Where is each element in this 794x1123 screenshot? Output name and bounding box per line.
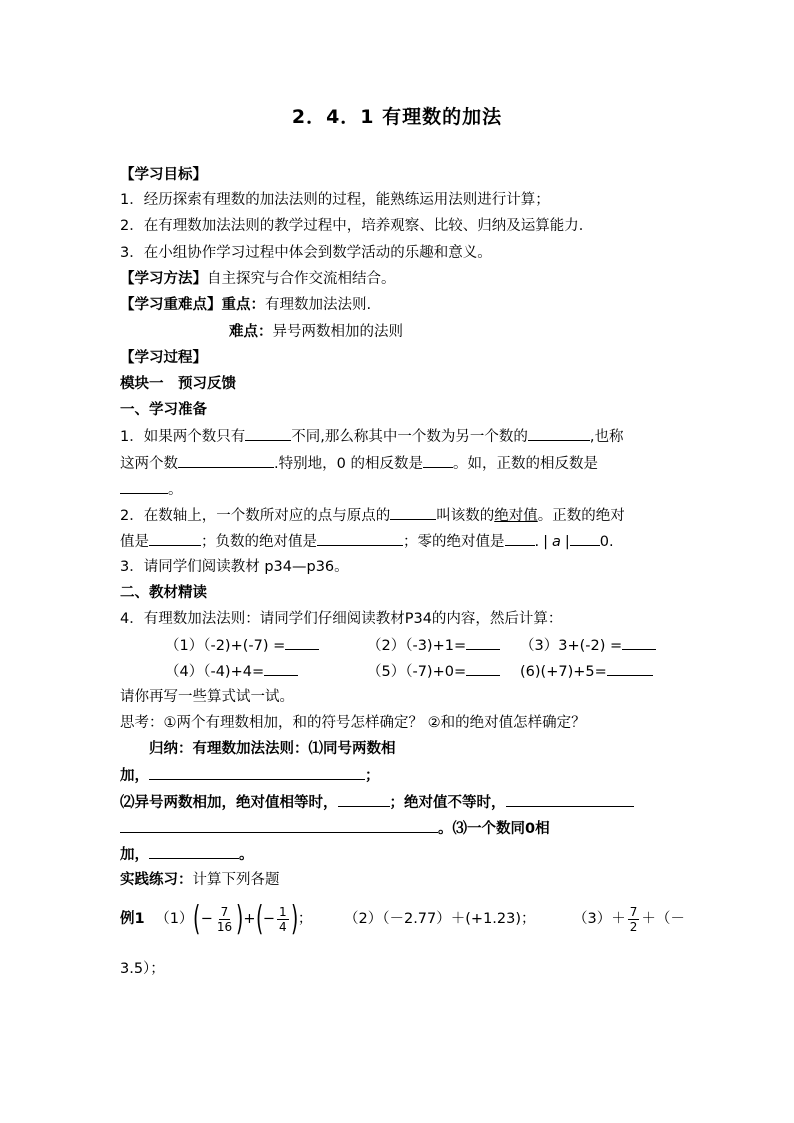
blank-field[interactable] (423, 452, 453, 468)
fraction-1-4 (277, 905, 289, 934)
try-line: 请你再写一些算式试一试。 (120, 689, 294, 705)
fraction-7-16 (215, 905, 234, 934)
summary-text-h: 。 (239, 847, 254, 863)
blank-field[interactable] (622, 634, 656, 650)
blank-field[interactable] (528, 425, 590, 441)
numerator: 7 (629, 904, 638, 919)
blank-field[interactable] (607, 660, 653, 676)
blank-field[interactable] (120, 478, 168, 494)
difficult-point-line (229, 321, 403, 343)
question-4: 4．有理数加法法则：请同学们仔细阅读教材P34的内容，然后计算： (120, 611, 563, 627)
key-point-line (120, 294, 371, 316)
think-line: 思考：①两个有理数相加，和的符号怎样确定？ ②和的绝对值怎样确定？ (120, 715, 586, 731)
part-1-index: （1） (155, 911, 194, 927)
q1-text-g: 。 (168, 482, 183, 498)
minus-sign: − (200, 911, 213, 927)
example-1-part-1 (120, 899, 312, 939)
calc-item-4 (165, 660, 298, 683)
variable-a: a (552, 534, 561, 550)
plus-sign: + (243, 911, 256, 927)
minus-sign: − (262, 911, 275, 927)
example-label: 例1 (120, 911, 145, 927)
abs-bar-right: | (564, 534, 570, 550)
blank-field[interactable] (149, 764, 365, 780)
objective-item-2: 2．在有理数加法法则的教学过程中，培养观察、比较、归纳及运算能力． (120, 218, 594, 234)
right-paren: ) (236, 899, 244, 939)
difficult-text: 异号两数相加的法则 (272, 324, 403, 340)
part-3-tail: ＋（－ (641, 911, 685, 927)
calc-item-6 (520, 660, 653, 683)
q2-text-l: 0. (599, 534, 614, 550)
practice-text: 计算下列各题 (192, 872, 280, 888)
calc-text: (6)(+7)+5= (520, 664, 607, 680)
q2-text-h: . (534, 534, 540, 550)
left-paren: ( (255, 899, 263, 939)
right-paren: ) (290, 899, 298, 939)
summary-line-5 (120, 843, 254, 866)
calc-item-5 (367, 660, 500, 683)
blank-field[interactable] (264, 660, 298, 676)
q1-text-d: 这两个数 (120, 456, 178, 472)
question-1-line-3 (120, 478, 183, 501)
practice-line (120, 869, 280, 891)
left-paren: ( (193, 899, 201, 939)
summary-text-e: ；绝对值不等时， (389, 795, 506, 811)
numerator: 7 (220, 904, 229, 919)
calc-text: （2）（-3)+1= (367, 638, 467, 654)
calc-item-3 (520, 634, 656, 657)
absolute-value-term: 绝对值 (494, 508, 538, 524)
calc-text: （3）3+(-2) = (520, 638, 623, 654)
blank-field[interactable] (570, 530, 600, 546)
numerator: 1 (278, 904, 287, 919)
blank-field[interactable] (245, 425, 291, 441)
section1-title: 一、学习准备 (120, 402, 207, 418)
q2-text-b: 叫该数的 (436, 508, 495, 524)
question-1-line-2 (120, 452, 598, 475)
q2-text-e: 值是 (120, 534, 149, 550)
blank-field[interactable] (285, 634, 319, 650)
denominator: 4 (278, 919, 287, 934)
q1-text-c: ,也称 (589, 429, 624, 445)
calc-text: （5）（-7)+0= (367, 664, 467, 680)
process-header: 【学习过程】 (120, 350, 207, 366)
semicolon: ； (297, 911, 313, 927)
key-label: 重点： (221, 297, 265, 313)
example-1-part-3 (573, 899, 685, 939)
blank-field[interactable] (317, 530, 403, 546)
abs-bar-left: | (543, 534, 548, 550)
blank-field[interactable] (506, 791, 634, 807)
example-1-part-2: （2）（－2.77）＋(+1.23)； (344, 911, 536, 927)
summary-text-f: 。⑶一个数同0相 (438, 821, 550, 837)
module-title: 模块一 预习反馈 (120, 376, 236, 392)
part-3-index: （3）＋ (573, 911, 626, 927)
method-line (120, 268, 396, 290)
method-header: 【学习方法】 (120, 271, 207, 287)
objective-item-1: 1．经历探索有理数的加法法则的过程，能熟练运用法则进行计算； (120, 192, 550, 208)
q1-text-a: 1．如果两个数只有 (120, 429, 246, 445)
summary-line-1: 归纳：有理数加法法则：⑴同号两数相 (149, 741, 396, 757)
example-1-part-3-continued: 3.5）； (120, 961, 165, 977)
practice-label: 实践练习： (120, 872, 193, 888)
question-3: 3．请同学们阅读教材 p34—p36。 (120, 559, 349, 575)
section2-title: 二、教材精读 (120, 585, 207, 601)
calc-text: （1）（-2)+(-7) = (165, 638, 286, 654)
q2-text-a: 2．在数轴上，一个数所对应的点与原点的 (120, 508, 391, 524)
calc-item-2 (367, 634, 500, 657)
fraction-7-2 (628, 905, 640, 934)
blank-field[interactable] (505, 530, 535, 546)
question-2-line-2 (120, 530, 614, 553)
q2-text-g: ；零的绝对值是 (403, 534, 505, 550)
question-1-line-1 (120, 425, 623, 448)
q2-text-f: ；负数的绝对值是 (201, 534, 317, 550)
summary-text-c: ； (365, 768, 380, 784)
calc-text: （4）（-4)+4= (165, 664, 265, 680)
q1-text-f: 。如，正数的相反数是 (452, 456, 598, 472)
summary-line-3 (120, 791, 634, 814)
q2-text-d: 。正数的绝对 (537, 508, 625, 524)
blank-field[interactable] (390, 504, 436, 520)
summary-line-4 (120, 817, 550, 840)
q1-text-b: 不同,那么称其中一个数为另一个数的 (291, 429, 528, 445)
blank-field[interactable] (120, 817, 438, 833)
blank-field[interactable] (466, 634, 500, 650)
blank-field[interactable] (338, 791, 390, 807)
blank-field[interactable] (466, 660, 500, 676)
q1-text-e: .特别地，0 的相反数是 (274, 456, 423, 472)
objectives-header: 【学习目标】 (120, 167, 207, 183)
blank-field[interactable] (149, 843, 239, 859)
calc-item-1 (165, 634, 319, 657)
page-title: 2．4．1 有理数的加法 (291, 106, 503, 128)
summary-text-d: ⑵异号两数相加，绝对值相等时， (120, 795, 338, 811)
denominator: 2 (629, 919, 638, 934)
summary-text-g: 加， (120, 847, 149, 863)
key-points-header: 【学习重难点】 (120, 297, 222, 313)
summary-line-2 (120, 764, 380, 787)
key-text: 有理数加法法则. (265, 297, 372, 313)
method-text: 自主探究与合作交流相结合。 (207, 271, 396, 287)
question-2-line-1 (120, 504, 625, 527)
blank-field[interactable] (149, 530, 201, 546)
objective-item-3: 3．在小组协作学习过程中体会到数学活动的乐趣和意义。 (120, 245, 492, 261)
denominator: 16 (216, 919, 233, 934)
summary-text-b: 加， (120, 768, 149, 784)
blank-field[interactable] (178, 452, 274, 468)
difficult-label: 难点： (229, 324, 273, 340)
